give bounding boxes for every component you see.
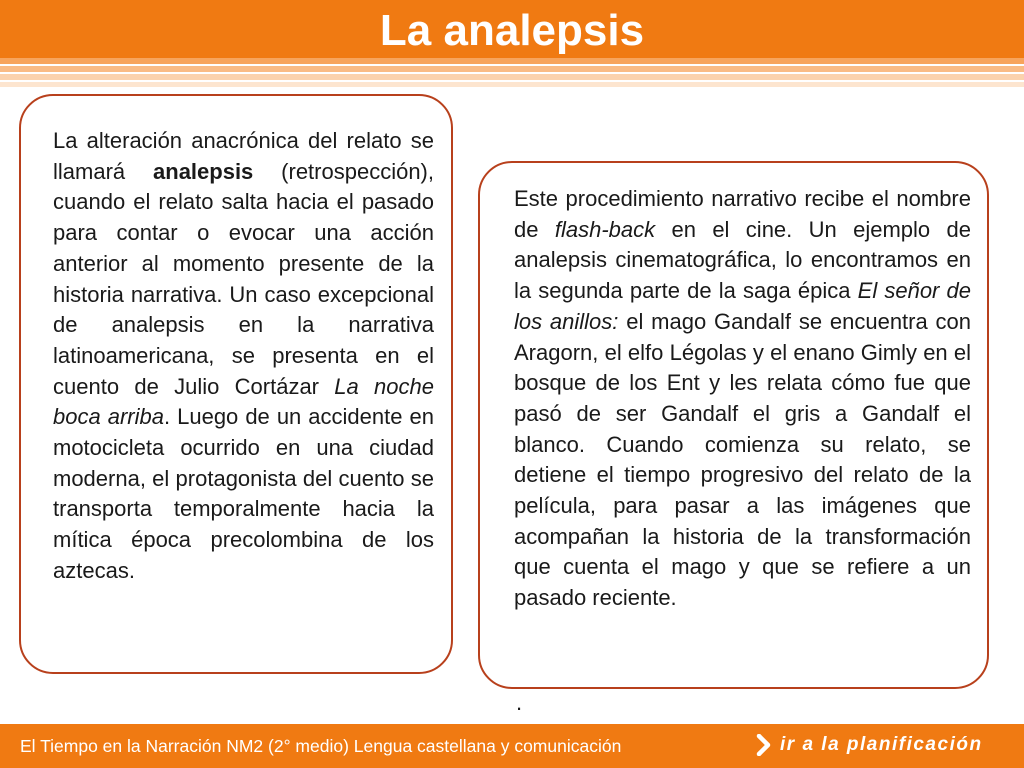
course-info: El Tiempo en la Narración NM2 (2° medio) Lengua castellana y comunicación [20, 736, 622, 756]
footer-bar [0, 724, 1024, 768]
chevron-right-icon [756, 734, 772, 756]
left-text-segment: (retrospección), cuando el relato salta hacia el pasado para contar o evocar una acción anterior al momento presente de la historia narrativa. Un caso excepcional de analepsis en la narrativa latinoamericana, se presenta en el cuento de Julio Cortázar [53, 158, 434, 399]
flash-back-term: flash-back [554, 216, 656, 242]
header-bar [0, 0, 1024, 58]
trailing-period: . [516, 690, 523, 715]
left-text-paragraph [53, 126, 434, 587]
page-title: La analepsis [379, 6, 645, 55]
right-text-segment: Este procedimiento narrativo recibe el nombre de [514, 186, 971, 242]
film-title: El señor de los anillos: [514, 278, 972, 334]
story-title: La noche boca arriba [53, 373, 434, 430]
planning-link-label: ir a la planificación [780, 734, 983, 755]
right-text-segment: en el cine. Un ejemplo de analepsis cinematográfica, lo encontramos en la segunda parte de la saga épica [514, 216, 971, 304]
planning-link[interactable] [756, 730, 983, 760]
right-text-segment: el mago Gandalf se encuentra con Aragorn, el elfo Légolas y el enano Gimly en el bosque de los Ent y les relata cómo fue que pasó de ser Gandalf el gris a Gandalf el blanco. Cuando comienza su relato, se detiene el tiempo progresivo del relato de la película, para pasar a las imágenes que acompañan la historia de la transformación que cuenta el mago y que se refiere a un pasado reciente. [514, 308, 971, 611]
header-stripe [0, 82, 1024, 87]
analepsis-term: analepsis [153, 158, 254, 184]
right-text-paragraph [514, 184, 971, 614]
left-text-segment: . Luego de un accidente en motocicleta ocurrido en una ciudad moderna, el protagonista del cuento se transporta temporalmente hacia la mítica época precolombina de los aztecas. [53, 404, 434, 583]
left-text-segment: La alteración anacrónica del relato se llamará [53, 128, 434, 184]
